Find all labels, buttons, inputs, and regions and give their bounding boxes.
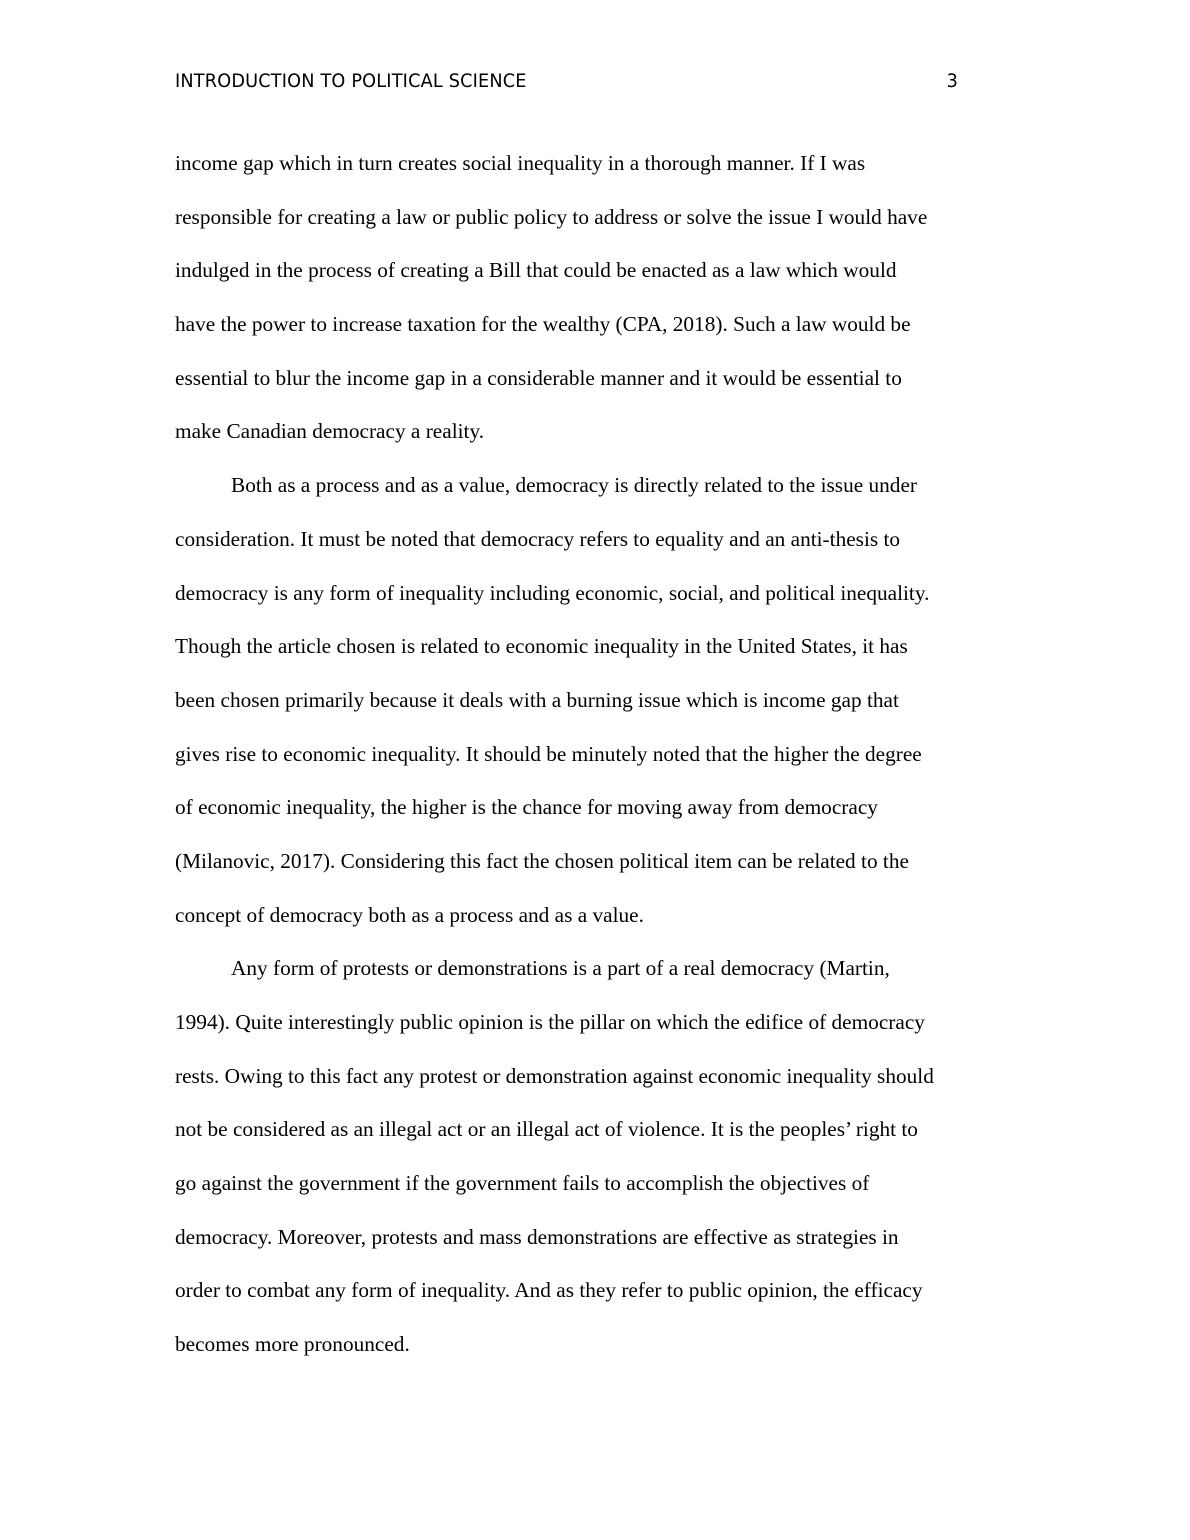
text-line: make Canadian democracy a reality.	[175, 419, 485, 444]
text-line: gives rise to economic inequality. It should be minutely noted that the higher the degree	[175, 741, 922, 766]
text-line: not be considered as an illegal act or an illegal act of violence. It is the peoples’ right to	[175, 1117, 918, 1142]
text-line: 1994). Quite interestingly public opinion is the pillar on which the edifice of democracy	[175, 1010, 925, 1034]
text-line: have the power to increase taxation for the wealthy (CPA, 2018). Such a law would be	[175, 312, 911, 337]
text-line: concept of democracy both as a process and as a value.	[175, 902, 644, 927]
text-line: income gap which in turn creates social inequality in a thorough manner. If I was	[175, 151, 866, 175]
page-number: 3	[946, 70, 959, 92]
paragraph-first-line: Any form of protests or demonstrations is a part of a real democracy (Martin,	[231, 956, 890, 981]
text-line: go against the government if the government fails to accomplish the objectives of	[175, 1171, 870, 1196]
text-line: Though the article chosen is related to economic inequality in the United States, it has	[175, 634, 908, 659]
text-line: order to combat any form of inequality. And as they refer to public opinion, the efficacy	[175, 1278, 923, 1303]
text-line: rests. Owing to this fact any protest or demonstration against economic inequality should	[175, 1063, 934, 1088]
text-line: of economic inequality, the higher is the chance for moving away from democracy	[175, 795, 878, 820]
text-line: (Milanovic, 2017). Considering this fact the chosen political item can be related to the	[175, 848, 909, 873]
text-line: democracy. Moreover, protests and mass demonstrations are effective as strategies in	[175, 1224, 899, 1249]
text-line: democracy is any form of inequality including economic, social, and political inequality.	[175, 580, 930, 605]
paragraph-first-line: Both as a process and as a value, democracy is directly related to the issue under	[231, 473, 917, 498]
running-head	[175, 70, 959, 100]
text-line: responsible for creating a law or public policy to address or solve the issue I would have	[175, 204, 928, 229]
text-line: indulged in the process of creating a Bill that could be enacted as a law which would	[175, 258, 897, 283]
text-line: consideration. It must be noted that democracy refers to equality and an anti-thesis to	[175, 526, 901, 551]
body-text	[175, 137, 1015, 1372]
text-line: essential to blur the income gap in a considerable manner and it would be essential to	[175, 365, 902, 390]
text-line: been chosen primarily because it deals with a burning issue which is income gap that	[175, 687, 899, 712]
text-line: becomes more pronounced.	[175, 1332, 410, 1357]
running-head-title: INTRODUCTION TO POLITICAL SCIENCE	[175, 70, 527, 92]
